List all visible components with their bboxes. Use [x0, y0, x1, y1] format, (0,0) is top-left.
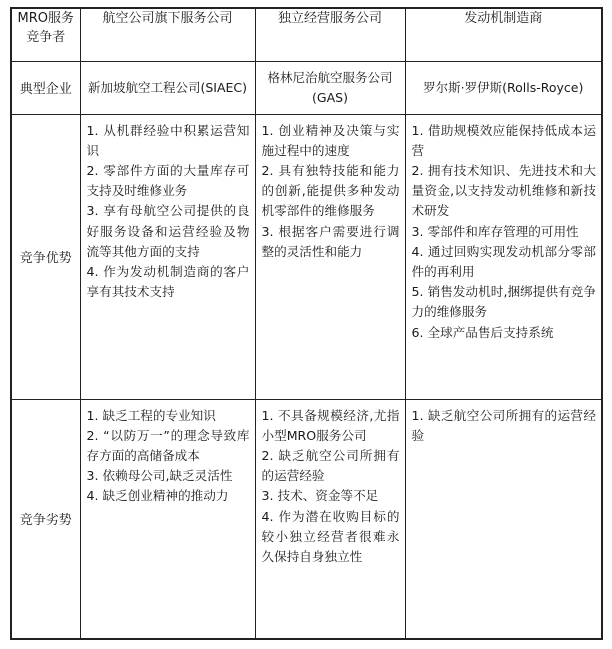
list-item: 1. 创业精神及决策与实施过程中的速度 [261, 122, 400, 158]
typical-row [11, 61, 602, 114]
firm-gas: 格林尼治航空服务公司(GAS) [255, 61, 405, 114]
list-item: 3. 享有母航空公司提供的良好服务设备和运营经验及物流等其他方面的支持 [86, 203, 250, 259]
list-item: 3. 根据客户需要进行调整的灵活性和能力 [261, 223, 400, 259]
col-header-airline: 航空公司旗下服务公司 [80, 8, 255, 61]
disadvantages-airline [80, 399, 255, 639]
list-item: 3. 依赖母公司,缺乏灵活性 [86, 468, 233, 484]
list-item: 1. 借助规模效应能保持低成本运营 [411, 122, 596, 158]
advantages-independent [255, 114, 405, 399]
mro-comparison-table [10, 7, 603, 640]
firm-siaec: 新加坡航空工程公司(SIAEC) [80, 61, 255, 114]
list-item: 1. 不具备规模经济,尤指小型MRO服务公司 [261, 407, 400, 443]
list-item: 1. 缺乏工程的专业知识 [86, 407, 216, 423]
corner-header: MRO服务竞争者 [11, 8, 80, 61]
list-item: 2. 缺乏航空公司所拥有的运营经验 [261, 447, 400, 484]
list-item: 4. 作为发动机制造商的客户享有其技术支持 [86, 263, 250, 300]
row-label-typical: 典型企业 [11, 61, 80, 114]
list-item: 4. 缺乏创业精神的推动力 [86, 488, 229, 504]
disadvantages-row [11, 399, 602, 639]
advantages-row [11, 114, 602, 399]
row-label-advantages: 竞争优势 [11, 114, 80, 399]
list-item: 2. 拥有技术知识、先进技术和大量资金,以支持发动机维修和新技术研发 [411, 162, 596, 219]
disadvantages-independent [255, 399, 405, 639]
col-header-oem: 发动机制造商 [405, 8, 602, 61]
list-item: 6. 全球产品售后支持系统 [411, 324, 554, 340]
list-item: 4. 通过回购实现发动机部分零部件的再利用 [411, 243, 596, 279]
firm-rolls-royce: 罗尔斯·罗伊斯(Rolls-Royce) [405, 61, 602, 114]
list-item: 3. 零部件和库存管理的可用性 [411, 223, 579, 239]
col-header-independent: 独立经营服务公司 [255, 8, 405, 61]
header-row [11, 8, 602, 61]
list-item: 2. “以防万一”的理念导致库存方面的高储备成本 [86, 427, 250, 463]
disadvantages-oem [405, 399, 602, 639]
list-item: 4. 作为潜在收购目标的较小独立经营者很难永久保持自身独立性 [261, 508, 400, 564]
list-item: 1. 从机群经验中积累运营知识 [86, 122, 250, 158]
list-item: 2. 零部件方面的大量库存可支持及时维修业务 [86, 162, 250, 199]
list-item: 3. 技术、资金等不足 [261, 488, 379, 504]
list-item: 5. 销售发动机时,捆绑提供有竞争力的维修服务 [411, 284, 596, 320]
list-item: 1. 缺乏航空公司所拥有的运营经验 [411, 407, 596, 443]
advantages-oem [405, 114, 602, 399]
list-item: 2. 具有独特技能和能力的创新,能提供多种发动机零部件的维修服务 [261, 162, 400, 219]
row-label-disadvantages: 竞争劣势 [11, 399, 80, 639]
advantages-airline [80, 114, 255, 399]
